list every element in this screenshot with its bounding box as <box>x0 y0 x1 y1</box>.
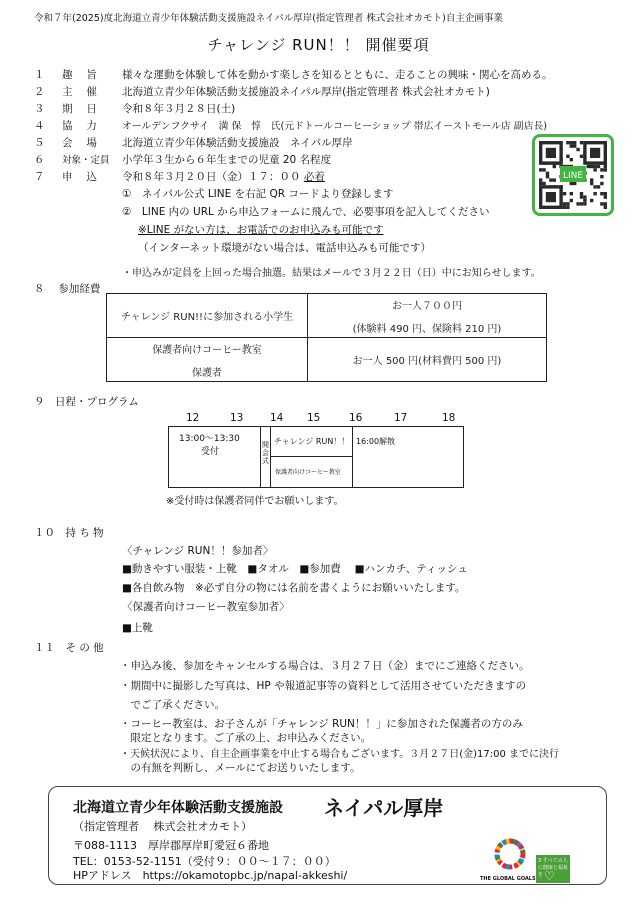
item-number: ３ <box>34 103 45 115</box>
fee-breakdown: (体験料 490 円、保険料 210 円) <box>352 323 502 335</box>
item-number: ６ <box>34 154 45 166</box>
fee-target: 保護者向けコーヒー教室 <box>152 344 262 356</box>
item-number: ４ <box>34 120 45 132</box>
fee-target: 保護者 <box>192 367 222 379</box>
sdg-wheel-icon <box>490 838 530 878</box>
item-number: ５ <box>34 137 45 149</box>
divider <box>270 427 271 487</box>
fee-cell: お一人 500 円(材料費円 500 円) <box>308 338 547 382</box>
line-logo-text: LINE <box>562 171 584 181</box>
hour-label: 15 <box>307 412 321 424</box>
parent-items: ■上靴 <box>122 622 153 634</box>
apply-no-line: ※LINE がない方は、お電話でのお申込みも可能です <box>138 224 384 236</box>
item-row <box>0 118 637 133</box>
schedule-heading: ９ 日程・プログラム <box>34 396 139 408</box>
fee-table <box>106 293 547 382</box>
dismiss-label: 16:00解散 <box>356 437 396 446</box>
opening-label: 開会式 <box>262 441 269 465</box>
fee-heading: ８ 参加経費 <box>34 283 101 295</box>
other-line: ・期間中に撮影した写真は、HP や報道記事等の資料として活用させていただきますの <box>120 680 527 692</box>
apply-step1: ① ネイパル公式 LINE を右記 QR コードより登録します <box>122 188 394 200</box>
apply-no-net: （インターネット環境がない場合は、電話申込みも可能です） <box>138 242 432 254</box>
item-label: 期 日 <box>62 103 97 115</box>
hour-label: 16 <box>349 412 363 424</box>
coffee-label: 保護者向けコーヒー教室 <box>275 469 341 476</box>
item-label: 会 場 <box>62 137 97 149</box>
other-line: ・天候状況により、自主企画事業を中止する場合もございます。３月２７日(金)17:00 までに決行 <box>120 749 559 760</box>
reception-label: 受付 <box>201 447 220 457</box>
hour-label: 17 <box>394 412 408 424</box>
other-line: でご了承ください。 <box>120 699 225 711</box>
footer-address: 〒088-1113 厚岸郡厚岸町愛冠６番地 <box>73 839 269 852</box>
item-row <box>0 67 637 82</box>
item-value: 北海道立青少年体験活動支援施設 ネイパル厚岸 <box>122 137 353 149</box>
line-qr-code[interactable] <box>532 134 614 216</box>
other-line: ・コーヒー教室は、お子さんが「チャレンジ RUN！！」に参加された保護者の方のみ <box>120 718 523 730</box>
apply-lottery: ・申込みが定員を上回った場合抽選。結果はメールで３月２２日（日）中にお知らせします。 <box>122 268 541 279</box>
qr-code-icon <box>535 137 611 213</box>
hour-label: 14 <box>270 412 284 424</box>
item-value: 様々な運動を体験して体を動かす楽しさを知るとともに、走ることの興味・関心を高める。 <box>122 69 553 81</box>
deadline-must: 必着 <box>303 171 325 183</box>
other-line: ・申込み後、参加をキャンセルする場合は、３月２７日（金）までにご連絡ください。 <box>120 660 530 672</box>
footer-manager: （指定管理者 株式会社オカモト） <box>73 820 253 833</box>
kids-items: ■動きやすい服装・上靴 ■タオル ■参加費 ■ハンカチ、ティッシュ <box>122 563 468 575</box>
footer-name: ネイパル厚岸 <box>324 796 444 820</box>
item-value: 令和８年３月２８日(土) <box>122 103 236 115</box>
heartbeat-icon: ♡ <box>544 869 555 883</box>
item-label: 対象・定員 <box>62 155 110 166</box>
fee-cell: チャレンジ RUN!!に参加される小学生 <box>107 294 308 338</box>
divider <box>270 456 352 457</box>
footer-org: 北海道立青少年体験活動支援施設 <box>73 800 283 816</box>
header-text: 令和７年(2025)度北海道立青少年体験活動支援施設ネイパル厚岸(指定管理者 株式会社オカモト)自主企画事業 <box>34 13 503 24</box>
other-heading: １１ そ の 他 <box>34 642 104 654</box>
divider <box>352 427 353 487</box>
footer-tel: TEL：0153-52-1151（受付９：００～１７：００） <box>73 855 336 868</box>
item-row <box>0 101 637 116</box>
item-label: 主 催 <box>62 86 97 98</box>
other-line: 限定となります。ご了承の上、お申込みください。 <box>120 732 372 744</box>
page-title: チャレンジ RUN！！ 開催要項 <box>207 36 430 54</box>
item-number: １ <box>34 69 45 81</box>
item-label: 趣 旨 <box>62 69 97 81</box>
reception-time: 13:00～13:30 <box>179 434 240 444</box>
footer-hp[interactable]: HPアドレス https://okamotopbc.jp/napal-akkeshi/ <box>73 869 348 882</box>
item-value: 北海道立青少年体験活動支援施設ネイパル厚岸(指定管理者 株式会社オカモト) <box>122 86 490 98</box>
hour-label: 18 <box>442 412 456 424</box>
item-number: ７ <box>34 171 45 183</box>
deadline-text: 令和８年３月２０日（金）１７：００ <box>122 171 301 183</box>
divider <box>260 427 261 487</box>
schedule-note: ※受付時は保護者同伴でお願いします。 <box>166 496 344 507</box>
parent-title: 〈保護者向けコーヒー教室参加者〉 <box>122 601 290 613</box>
item-number: ２ <box>34 86 45 98</box>
item-value: オールデンフクサイ 満 保 惇 氏(元ドトールコーヒーショップ 帯広イーストモール店 副店長) <box>122 121 548 132</box>
sdg-label: THE GLOBAL GOALS <box>480 876 536 882</box>
fee-amount: お一人７００円 <box>392 300 462 312</box>
kids-note: ■各自飲み物 ※必ず自分の物には名前を書くようにお願いいたします。 <box>122 582 466 594</box>
item-label: 申 込 <box>62 171 97 183</box>
belongings-heading: １０ 持 ち 物 <box>34 527 104 539</box>
run-label: チャレンジ RUN！！ <box>274 437 350 446</box>
sdg-goal3-icon <box>536 855 570 883</box>
item-row <box>0 84 637 99</box>
apply-step2: ② LINE 内の URL から申込フォームに飛んで、必要事項を記入してください <box>122 206 490 218</box>
hour-label: 13 <box>230 412 244 424</box>
fee-cell <box>107 338 308 382</box>
item-value <box>122 169 325 184</box>
schedule-table <box>168 426 464 488</box>
fee-cell <box>308 294 547 338</box>
item-value: 小学年３生から６年生までの児童 20 名程度 <box>122 154 332 166</box>
kids-title: 〈チャレンジ RUN！！参加者〉 <box>122 545 274 557</box>
goal3-label: 3 すべての人に健康と福祉を <box>538 858 569 878</box>
other-line: の有無を判断し、メールにてお送りいたします。 <box>120 762 361 774</box>
hour-label: 12 <box>186 412 200 424</box>
item-label: 協 力 <box>62 120 97 132</box>
